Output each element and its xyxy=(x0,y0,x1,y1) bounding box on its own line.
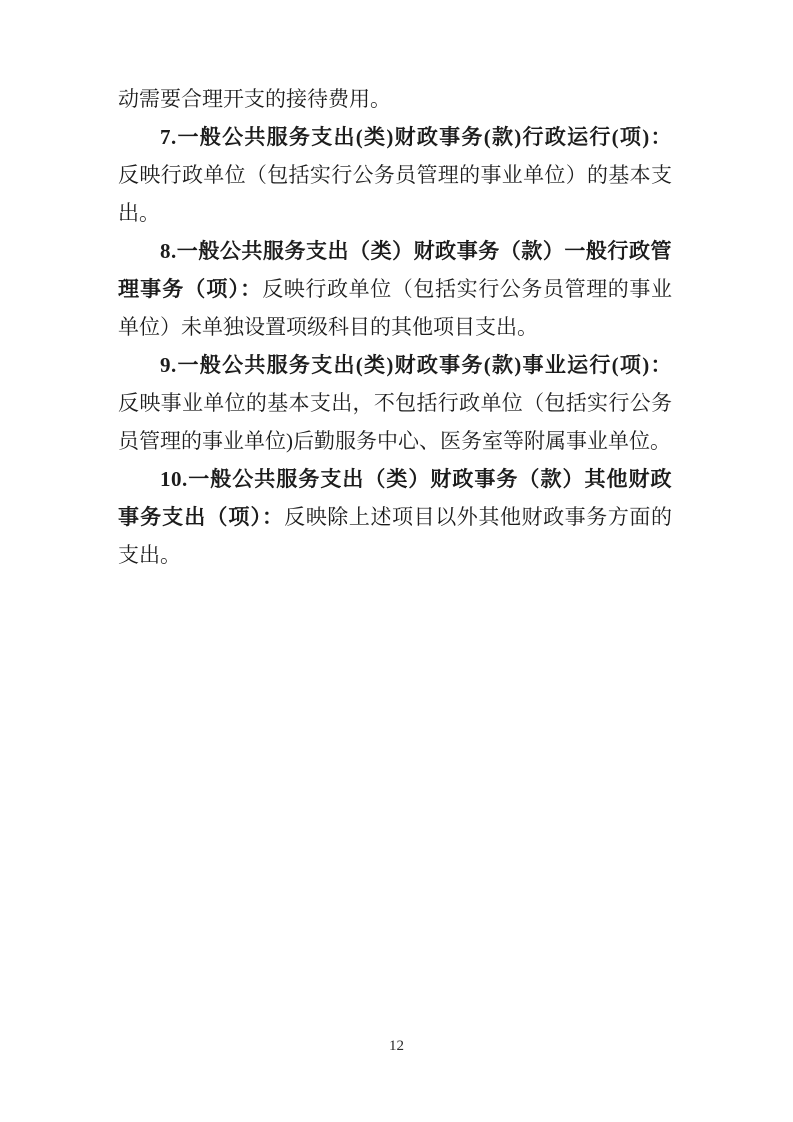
paragraph-text: 反映事业单位的基本支出，不包括行政单位（包括实行公务员管理的事业单位)后勤服务中心、医务室等附属事业单位。 xyxy=(118,391,672,453)
paragraph-text: 反映行政单位（包括实行公务员管理的事业单位）的基本支出。 xyxy=(118,163,672,225)
body-paragraph-10 xyxy=(118,460,672,574)
document-body xyxy=(118,80,672,574)
paragraph-lead: 10.一般公共服务支出（类）财政事务（款）其他财政事务支出（项）： xyxy=(118,467,672,529)
paragraph-lead: 7.一般公共服务支出(类)财政事务(款)行政运行(项)： xyxy=(160,125,672,149)
body-paragraph-8 xyxy=(118,232,672,346)
paragraph-lead: 8.一般公共服务支出（类）财政事务（款）一般行政管理事务（项）： xyxy=(118,239,672,301)
paragraph-lead: 9.一般公共服务支出(类)财政事务(款)事业运行(项)： xyxy=(160,353,672,377)
paragraph-text: 反映行政单位（包括实行公务员管理的事业单位）未单独设置项级科目的其他项目支出。 xyxy=(118,277,673,339)
page-number: 12 xyxy=(389,1038,404,1054)
body-paragraph-continuation xyxy=(118,80,672,118)
paragraph-text: 反映除上述项目以外其他财政事务方面的支出。 xyxy=(118,505,672,567)
body-paragraph-9 xyxy=(118,346,672,460)
body-paragraph-7 xyxy=(118,118,672,232)
paragraph-text: 动需要合理开支的接待费用。 xyxy=(118,87,391,111)
